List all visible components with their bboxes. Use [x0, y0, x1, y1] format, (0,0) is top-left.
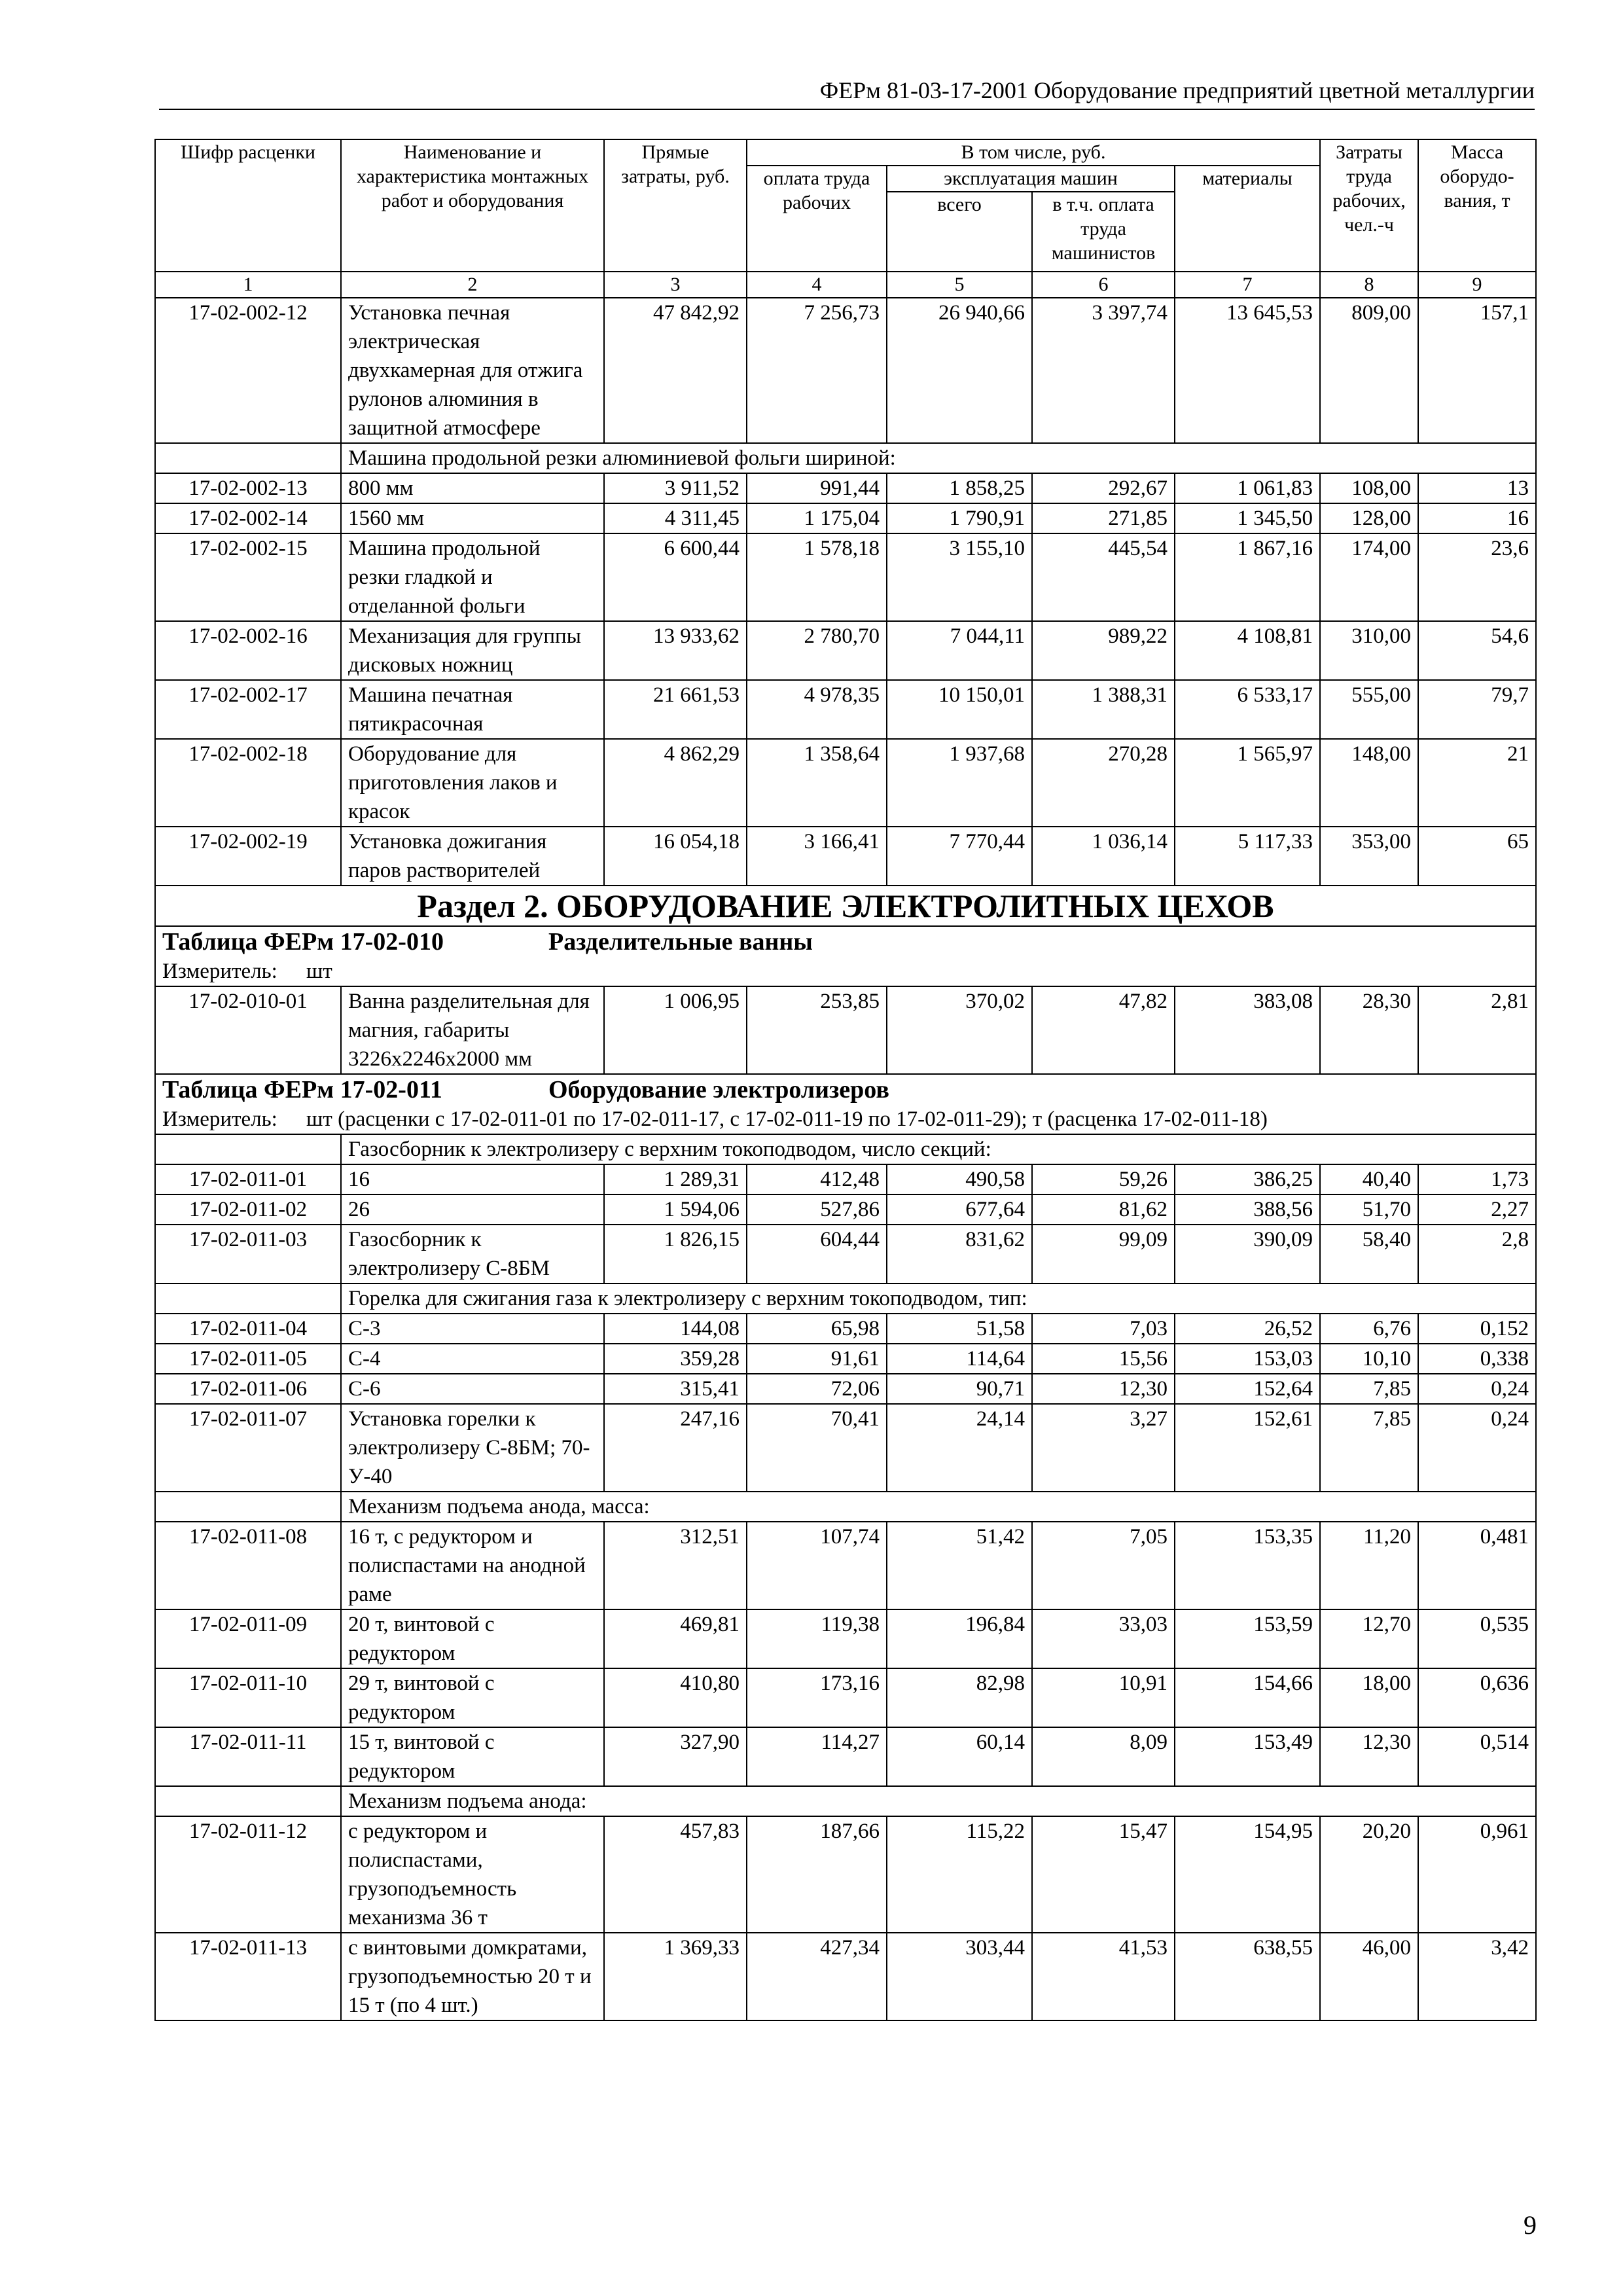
table-label: Таблица ФЕРм 17-02-011: [162, 1076, 442, 1103]
direct-cost: 312,51: [604, 1522, 747, 1609]
table-row: [155, 473, 1536, 503]
table-row: [155, 986, 1536, 1074]
rate-code: 17-02-011-11: [155, 1727, 341, 1786]
machine-cost: 10 150,01: [887, 680, 1032, 739]
table-row: [155, 621, 1536, 680]
labor-hours: 6,76: [1320, 1314, 1418, 1344]
operator-pay: 989,22: [1032, 621, 1175, 680]
direct-cost: 4 862,29: [604, 739, 747, 827]
materials-cost: 152,61: [1175, 1404, 1320, 1492]
table-row: [155, 827, 1536, 886]
table-name: Разделительные ванны: [548, 928, 813, 956]
equipment-mass: 0,24: [1418, 1404, 1536, 1492]
table-row: [155, 1225, 1536, 1283]
rate-code: 17-02-002-19: [155, 827, 341, 886]
labor-pay: 7 256,73: [747, 298, 887, 443]
direct-cost: 327,90: [604, 1727, 747, 1786]
work-name: Машина продольной резки гладкой и отделанной фольги: [341, 533, 604, 621]
materials-cost: 4 108,81: [1175, 621, 1320, 680]
machine-cost: 677,64: [887, 1194, 1032, 1225]
labor-hours: 51,70: [1320, 1194, 1418, 1225]
labor-pay: 253,85: [747, 986, 887, 1074]
price-table: [154, 139, 1537, 2021]
operator-pay: 1 036,14: [1032, 827, 1175, 886]
rate-code: 17-02-011-10: [155, 1668, 341, 1727]
materials-cost: 153,59: [1175, 1609, 1320, 1668]
machine-cost: 90,71: [887, 1374, 1032, 1404]
table-row: [155, 1374, 1536, 1404]
operator-pay: 292,67: [1032, 473, 1175, 503]
unit-label: Измеритель:: [162, 1107, 277, 1131]
rate-code: 17-02-011-09: [155, 1609, 341, 1668]
rate-code: 17-02-002-16: [155, 621, 341, 680]
equipment-mass: 79,7: [1418, 680, 1536, 739]
work-name: Оборудование для приготовления лаков и красок: [341, 739, 604, 827]
direct-cost: 16 054,18: [604, 827, 747, 886]
operator-pay: 270,28: [1032, 739, 1175, 827]
labor-hours: 108,00: [1320, 473, 1418, 503]
group-row: [155, 443, 1536, 473]
rate-code: 17-02-002-18: [155, 739, 341, 827]
materials-cost: 1 565,97: [1175, 739, 1320, 827]
equipment-mass: 157,1: [1418, 298, 1536, 443]
equipment-mass: 2,81: [1418, 986, 1536, 1074]
work-name: с редуктором и полиспастами, грузоподъемность механизма 36 т: [341, 1816, 604, 1933]
column-number: 7: [1175, 272, 1320, 298]
machine-cost: 24,14: [887, 1404, 1032, 1492]
work-name: 16: [341, 1164, 604, 1194]
running-header: ФЕРм 81-03-17-2001 Оборудование предприятий цветной металлургии: [819, 77, 1535, 103]
column-number: 9: [1418, 272, 1536, 298]
work-name: 1560 мм: [341, 503, 604, 533]
direct-cost: 1 289,31: [604, 1164, 747, 1194]
rate-code: 17-02-011-12: [155, 1816, 341, 1933]
column-number: 4: [747, 272, 887, 298]
materials-cost: 388,56: [1175, 1194, 1320, 1225]
machine-cost: 51,58: [887, 1314, 1032, 1344]
direct-cost: 13 933,62: [604, 621, 747, 680]
operator-pay: 47,82: [1032, 986, 1175, 1074]
rate-code: 17-02-011-04: [155, 1314, 341, 1344]
labor-hours: 809,00: [1320, 298, 1418, 443]
machine-cost: 115,22: [887, 1816, 1032, 1933]
th-vtch: в т.ч. оплата труда машинистов: [1032, 192, 1175, 272]
machine-cost: 1 937,68: [887, 739, 1032, 827]
work-name: Установка горелки к электролизеру С-8БМ; 70-У-40: [341, 1404, 604, 1492]
machine-cost: 196,84: [887, 1609, 1032, 1668]
work-name: Механизация для группы дисковых ножниц: [341, 621, 604, 680]
table-row: [155, 680, 1536, 739]
direct-cost: 1 369,33: [604, 1933, 747, 2020]
direct-cost: 1 826,15: [604, 1225, 747, 1283]
group-heading: Машина продольной резки алюминиевой фольги шириной:: [341, 443, 1536, 473]
materials-cost: 6 533,17: [1175, 680, 1320, 739]
table-row: [155, 1668, 1536, 1727]
operator-pay: 41,53: [1032, 1933, 1175, 2020]
labor-hours: 310,00: [1320, 621, 1418, 680]
table-name: Оборудование электролизеров: [548, 1076, 889, 1103]
labor-pay: 1 358,64: [747, 739, 887, 827]
unit-value: шт (расценки с 17-02-011-01 по 17-02-011-17, с 17-02-011-19 по 17-02-011-29); т (расценка 17-02-011-18): [306, 1107, 1268, 1131]
direct-cost: 457,83: [604, 1816, 747, 1933]
rate-code: 17-02-011-03: [155, 1225, 341, 1283]
equipment-mass: 2,8: [1418, 1225, 1536, 1283]
equipment-mass: 65: [1418, 827, 1536, 886]
table-row: [155, 298, 1536, 443]
th-vsego: всего: [887, 192, 1032, 272]
labor-pay: 2 780,70: [747, 621, 887, 680]
th-v-tom-chisle: В том числе, руб.: [747, 139, 1320, 166]
materials-cost: 153,35: [1175, 1522, 1320, 1609]
rate-code: 17-02-011-08: [155, 1522, 341, 1609]
work-name: 16 т, с редуктором и полиспастами на анодной раме: [341, 1522, 604, 1609]
materials-cost: 1 061,83: [1175, 473, 1320, 503]
equipment-mass: 1,73: [1418, 1164, 1536, 1194]
operator-pay: 445,54: [1032, 533, 1175, 621]
work-name: Ванна разделительная для магния, габариты 3226х2246х2000 мм: [341, 986, 604, 1074]
materials-cost: 383,08: [1175, 986, 1320, 1074]
materials-cost: 13 645,53: [1175, 298, 1320, 443]
rate-code: 17-02-011-05: [155, 1344, 341, 1374]
work-name: С-4: [341, 1344, 604, 1374]
labor-pay: 527,86: [747, 1194, 887, 1225]
column-number: 3: [604, 272, 747, 298]
table-row: [155, 739, 1536, 827]
equipment-mass: 54,6: [1418, 621, 1536, 680]
rate-code: 17-02-002-13: [155, 473, 341, 503]
direct-cost: 21 661,53: [604, 680, 747, 739]
th-ekspl: эксплуатация машин: [887, 166, 1175, 192]
operator-pay: 15,56: [1032, 1344, 1175, 1374]
labor-pay: 114,27: [747, 1727, 887, 1786]
operator-pay: 3 397,74: [1032, 298, 1175, 443]
equipment-mass: 0,636: [1418, 1668, 1536, 1727]
materials-cost: 1 867,16: [1175, 533, 1320, 621]
equipment-mass: 23,6: [1418, 533, 1536, 621]
materials-cost: 153,03: [1175, 1344, 1320, 1374]
machine-cost: 490,58: [887, 1164, 1032, 1194]
table-row: [155, 1609, 1536, 1668]
labor-pay: 107,74: [747, 1522, 887, 1609]
work-name: 800 мм: [341, 473, 604, 503]
rate-code: 17-02-002-14: [155, 503, 341, 533]
section-title: Раздел 2. ОБОРУДОВАНИЕ ЭЛЕКТРОЛИТНЫХ ЦЕХОВ: [155, 886, 1536, 926]
machine-cost: 51,42: [887, 1522, 1032, 1609]
machine-cost: 3 155,10: [887, 533, 1032, 621]
direct-cost: 410,80: [604, 1668, 747, 1727]
operator-pay: 3,27: [1032, 1404, 1175, 1492]
labor-pay: 119,38: [747, 1609, 887, 1668]
table-row: [155, 1344, 1536, 1374]
section-row: [155, 886, 1536, 926]
equipment-mass: 0,514: [1418, 1727, 1536, 1786]
group-row: [155, 1492, 1536, 1522]
direct-cost: 1 006,95: [604, 986, 747, 1074]
rate-code: 17-02-002-17: [155, 680, 341, 739]
unit-label: Измеритель:: [162, 960, 277, 983]
labor-hours: 128,00: [1320, 503, 1418, 533]
labor-pay: 604,44: [747, 1225, 887, 1283]
labor-pay: 187,66: [747, 1816, 887, 1933]
operator-pay: 12,30: [1032, 1374, 1175, 1404]
machine-cost: 114,64: [887, 1344, 1032, 1374]
rate-code: 17-02-010-01: [155, 986, 341, 1074]
labor-pay: 991,44: [747, 473, 887, 503]
operator-pay: 99,09: [1032, 1225, 1175, 1283]
table-row: [155, 1933, 1536, 2020]
equipment-mass: 0,481: [1418, 1522, 1536, 1609]
table-row: [155, 1522, 1536, 1609]
unit-row: [155, 957, 1536, 986]
machine-cost: 82,98: [887, 1668, 1032, 1727]
work-name: 26: [341, 1194, 604, 1225]
labor-pay: 3 166,41: [747, 827, 887, 886]
operator-pay: 7,05: [1032, 1522, 1175, 1609]
labor-hours: 11,20: [1320, 1522, 1418, 1609]
th-shifr: Шифр расценки: [155, 139, 341, 272]
table-row: [155, 503, 1536, 533]
group-row: [155, 1283, 1536, 1314]
work-name: С-6: [341, 1374, 604, 1404]
rate-code: 17-02-011-02: [155, 1194, 341, 1225]
machine-cost: 303,44: [887, 1933, 1032, 2020]
equipment-mass: 13: [1418, 473, 1536, 503]
table-title-row: [155, 926, 1536, 957]
column-number: 2: [341, 272, 604, 298]
group-row: [155, 1134, 1536, 1164]
machine-cost: 1 858,25: [887, 473, 1032, 503]
labor-hours: 353,00: [1320, 827, 1418, 886]
operator-pay: 1 388,31: [1032, 680, 1175, 739]
direct-cost: 359,28: [604, 1344, 747, 1374]
labor-hours: 12,30: [1320, 1727, 1418, 1786]
operator-pay: 81,62: [1032, 1194, 1175, 1225]
operator-pay: 8,09: [1032, 1727, 1175, 1786]
work-name: С-3: [341, 1314, 604, 1344]
direct-cost: 144,08: [604, 1314, 747, 1344]
table-row: [155, 1816, 1536, 1933]
th-massa: Масса оборудо-вания, т: [1418, 139, 1536, 272]
machine-cost: 7 044,11: [887, 621, 1032, 680]
labor-pay: 4 978,35: [747, 680, 887, 739]
operator-pay: 271,85: [1032, 503, 1175, 533]
equipment-mass: 0,24: [1418, 1374, 1536, 1404]
labor-hours: 46,00: [1320, 1933, 1418, 2020]
machine-cost: 831,62: [887, 1225, 1032, 1283]
labor-pay: 72,06: [747, 1374, 887, 1404]
column-number: 6: [1032, 272, 1175, 298]
materials-cost: 154,95: [1175, 1816, 1320, 1933]
rate-code: 17-02-002-12: [155, 298, 341, 443]
labor-pay: 65,98: [747, 1314, 887, 1344]
labor-pay: 173,16: [747, 1668, 887, 1727]
page-number: 9: [1524, 2210, 1537, 2240]
rate-code: 17-02-011-13: [155, 1933, 341, 2020]
operator-pay: 10,91: [1032, 1668, 1175, 1727]
rate-code: 17-02-011-07: [155, 1404, 341, 1492]
equipment-mass: 2,27: [1418, 1194, 1536, 1225]
direct-cost: 247,16: [604, 1404, 747, 1492]
labor-hours: 20,20: [1320, 1816, 1418, 1933]
work-name: 15 т, винтовой с редуктором: [341, 1727, 604, 1786]
work-name: с винтовыми домкратами, грузоподъемностью 20 т и 15 т (по 4 шт.): [341, 1933, 604, 2020]
operator-pay: 33,03: [1032, 1609, 1175, 1668]
work-name: Газосборник к электролизеру С-8БМ: [341, 1225, 604, 1283]
work-name: 20 т, винтовой с редуктором: [341, 1609, 604, 1668]
unit-row: [155, 1105, 1536, 1134]
machine-cost: 1 790,91: [887, 503, 1032, 533]
th-pryamye: Прямые затраты, руб.: [604, 139, 747, 272]
group-heading: Горелка для сжигания газа к электролизеру с верхним токоподводом, тип:: [341, 1283, 1536, 1314]
work-name: Машина печатная пятикрасочная: [341, 680, 604, 739]
materials-cost: 638,55: [1175, 1933, 1320, 2020]
work-name: 29 т, винтовой с редуктором: [341, 1668, 604, 1727]
equipment-mass: 0,535: [1418, 1609, 1536, 1668]
direct-cost: 4 311,45: [604, 503, 747, 533]
labor-hours: 28,30: [1320, 986, 1418, 1074]
th-naim: Наименование и характеристика монтажных работ и оборудования: [341, 139, 604, 272]
labor-hours: 555,00: [1320, 680, 1418, 739]
header-rule: [159, 109, 1535, 110]
direct-cost: 47 842,92: [604, 298, 747, 443]
table-row: [155, 1164, 1536, 1194]
labor-hours: 174,00: [1320, 533, 1418, 621]
direct-cost: 6 600,44: [604, 533, 747, 621]
direct-cost: 315,41: [604, 1374, 747, 1404]
column-number: 5: [887, 272, 1032, 298]
labor-hours: 40,40: [1320, 1164, 1418, 1194]
th-zatraty: Затраты труда рабочих, чел.-ч: [1320, 139, 1418, 272]
machine-cost: 370,02: [887, 986, 1032, 1074]
materials-cost: 154,66: [1175, 1668, 1320, 1727]
table-header: [155, 139, 1536, 298]
labor-pay: 1 578,18: [747, 533, 887, 621]
unit-value: шт: [306, 960, 332, 983]
group-heading: Газосборник к электролизеру с верхним токоподводом, число секций:: [341, 1134, 1536, 1164]
materials-cost: 386,25: [1175, 1164, 1320, 1194]
operator-pay: 15,47: [1032, 1816, 1175, 1933]
equipment-mass: 16: [1418, 503, 1536, 533]
table-row: [155, 1194, 1536, 1225]
labor-pay: 1 175,04: [747, 503, 887, 533]
equipment-mass: 3,42: [1418, 1933, 1536, 2020]
labor-hours: 7,85: [1320, 1404, 1418, 1492]
work-name: Установка печная электрическая двухкамерная для отжига рулонов алюминия в защитной атмосфере: [341, 298, 604, 443]
direct-cost: 469,81: [604, 1609, 747, 1668]
labor-hours: 58,40: [1320, 1225, 1418, 1283]
materials-cost: 153,49: [1175, 1727, 1320, 1786]
labor-pay: 91,61: [747, 1344, 887, 1374]
rate-code: 17-02-011-01: [155, 1164, 341, 1194]
direct-cost: 1 594,06: [604, 1194, 747, 1225]
labor-pay: 70,41: [747, 1404, 887, 1492]
labor-hours: 12,70: [1320, 1609, 1418, 1668]
table-title-row: [155, 1074, 1536, 1105]
materials-cost: 1 345,50: [1175, 503, 1320, 533]
column-number: 8: [1320, 272, 1418, 298]
work-name: Установка дожигания паров растворителей: [341, 827, 604, 886]
table-row: [155, 1404, 1536, 1492]
labor-pay: 427,34: [747, 1933, 887, 2020]
operator-pay: 7,03: [1032, 1314, 1175, 1344]
group-heading: Механизм подъема анода:: [341, 1786, 1536, 1816]
materials-cost: 390,09: [1175, 1225, 1320, 1283]
equipment-mass: 0,338: [1418, 1344, 1536, 1374]
equipment-mass: 21: [1418, 739, 1536, 827]
table-label: Таблица ФЕРм 17-02-010: [162, 928, 444, 956]
machine-cost: 60,14: [887, 1727, 1032, 1786]
labor-hours: 7,85: [1320, 1374, 1418, 1404]
machine-cost: 26 940,66: [887, 298, 1032, 443]
labor-hours: 10,10: [1320, 1344, 1418, 1374]
direct-cost: 3 911,52: [604, 473, 747, 503]
rate-code: 17-02-002-15: [155, 533, 341, 621]
column-number: 1: [155, 272, 341, 298]
labor-hours: 148,00: [1320, 739, 1418, 827]
equipment-mass: 0,152: [1418, 1314, 1536, 1344]
materials-cost: 152,64: [1175, 1374, 1320, 1404]
th-oplata: оплата труда рабочих: [747, 166, 887, 272]
table-row: [155, 1314, 1536, 1344]
th-materialy: материалы: [1175, 166, 1320, 272]
group-row: [155, 1786, 1536, 1816]
table-row: [155, 533, 1536, 621]
table-row: [155, 1727, 1536, 1786]
labor-pay: 412,48: [747, 1164, 887, 1194]
group-heading: Механизм подъема анода, масса:: [341, 1492, 1536, 1522]
machine-cost: 7 770,44: [887, 827, 1032, 886]
labor-hours: 18,00: [1320, 1668, 1418, 1727]
materials-cost: 26,52: [1175, 1314, 1320, 1344]
rate-code: 17-02-011-06: [155, 1374, 341, 1404]
materials-cost: 5 117,33: [1175, 827, 1320, 886]
operator-pay: 59,26: [1032, 1164, 1175, 1194]
equipment-mass: 0,961: [1418, 1816, 1536, 1933]
